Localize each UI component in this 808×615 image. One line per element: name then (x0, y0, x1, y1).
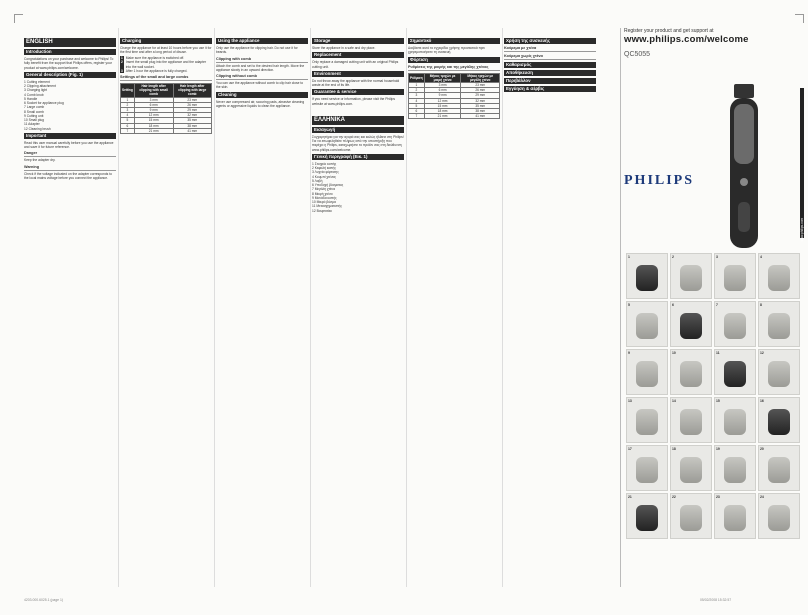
figure-number: 16 (760, 399, 764, 403)
table-header: Μήκος τριχών με μεγάλη χτένα (461, 73, 500, 82)
greek-important-text: Διαβάστε αυτό το εγχειρίδιο χρήσης προσεκτικά πριν χρησιμοποιήσετε τη συσκευή. (408, 46, 486, 55)
figure-cell (670, 253, 712, 299)
table-cell: 4 (121, 113, 135, 118)
table-cell: 4 (409, 98, 425, 103)
figure-cell (758, 301, 800, 347)
environment-text: Do not throw away the appliance with the normal household waste at the end of its life. (312, 78, 400, 87)
table-cell: 2 (409, 88, 425, 93)
table-header: Hair length after clipping with small comb (134, 84, 173, 98)
greek-intro-heading: Εισαγωγή (312, 127, 404, 133)
table-cell: 3 (121, 108, 135, 113)
figure-illustration (768, 313, 790, 339)
part-item: 10 Μικρό βύσμα (312, 200, 336, 204)
brand-panel (624, 28, 804, 598)
part-item: 9 Μονάδα κοπής (312, 195, 337, 200)
storage-text: Store the appliance in a safe and dry place. (312, 46, 376, 50)
greek-environment-heading: Περιβάλλον (504, 78, 596, 84)
part-item: 4 Κουμπί χτένας (312, 174, 337, 179)
table-cell: 41 mm (461, 114, 500, 119)
greek-important-heading: Σημαντικό (408, 38, 500, 44)
guarantee-heading: Guarantee & service (312, 89, 404, 95)
figure-number: 18 (672, 447, 676, 451)
divider (502, 28, 503, 587)
replacement-heading: Replacement (312, 52, 404, 58)
table-cell: 6 mm (424, 88, 461, 93)
greek-general-heading: Γενική περιγραφή (Εικ. 1) (312, 154, 404, 160)
part-item: 3 Λυχνία φόρτισης (312, 170, 339, 175)
figure-cell (626, 349, 668, 395)
figure-illustration (724, 313, 746, 339)
step-item: 3 After 1 hour the appliance is fully charged. (121, 68, 188, 73)
figure-number: 21 (628, 495, 632, 499)
figure-cell (670, 445, 712, 491)
table-cell: 29 mm (173, 108, 211, 113)
figure-cell (758, 397, 800, 443)
table-cell: 3 mm (134, 97, 173, 102)
figure-number: 24 (760, 495, 764, 499)
without-comb-text: You can use the appliance without comb to clip hair close to the skin. (216, 81, 304, 90)
table-cell: 1 (409, 82, 425, 87)
part-item: 3 Charging light (24, 88, 48, 93)
part-item: 6 Socket for appliance plug (24, 101, 64, 105)
figure-cell (758, 253, 800, 299)
figure-cell (626, 301, 668, 347)
clip-heading: Clipping with comb (216, 57, 308, 63)
figure-number: 1 (628, 255, 630, 259)
language-heading-english: ENGLISH (24, 38, 116, 47)
storage-heading: Storage (312, 38, 404, 44)
figure-illustration (724, 409, 746, 435)
part-item: 12 Cleaning brush (24, 126, 51, 131)
figure-illustration (724, 361, 746, 387)
figure-illustration (680, 457, 702, 483)
figure-illustration (768, 457, 790, 483)
cleaning-heading: Cleaning (216, 92, 308, 98)
figure-illustration (636, 265, 658, 291)
table-cell: 35 mm (461, 103, 500, 108)
part-item: 1 Στοιχείο κοπής (312, 161, 337, 166)
figure-number: 9 (628, 351, 630, 355)
usage-heading: Using the appliance (216, 38, 308, 44)
figure-number: 12 (760, 351, 764, 355)
table-cell: 26 mm (461, 88, 500, 93)
figure-cell (714, 445, 756, 491)
table-cell: 15 mm (424, 103, 461, 108)
table-cell: 18 mm (424, 108, 461, 113)
figure-illustration (680, 313, 702, 339)
general-description-heading: General description (Fig. 1) (24, 72, 116, 78)
environment-heading: Environment (312, 71, 404, 77)
figure-cell (714, 349, 756, 395)
model-number: QC5055 (624, 51, 651, 58)
print-footer-right: 05/02/2008 15:32:57 (700, 598, 732, 602)
crop-mark (14, 14, 23, 23)
greek-settings-table (408, 73, 500, 120)
table-cell: 12 mm (134, 113, 173, 118)
without-comb-heading: Clipping without comb (216, 74, 308, 80)
figure-illustration (680, 265, 702, 291)
usage-text: Only use the appliance for clipping hair. Do not use it for beards. (216, 46, 298, 55)
settings-table-heading: Settings of the small and large combs (120, 75, 212, 81)
table-header: Μήκος τριχών με μικρή χτένα (424, 73, 461, 82)
column-english-2 (120, 36, 212, 136)
intro-heading: Introduction (24, 49, 116, 55)
figure-number: 15 (716, 399, 720, 403)
figure-number: 5 (628, 303, 630, 307)
figure-illustration (724, 457, 746, 483)
replacement-text: Only replace a damaged cutting unit with an original Philips cutting unit. (312, 60, 399, 69)
danger-text: Keep the adapter dry. (24, 158, 56, 163)
table-cell: 7 (121, 128, 135, 133)
clip-text: Attach the comb and set to the desired hair length. Move the appliance slowly in an upward direction. (216, 63, 305, 72)
part-item: 7 Large comb (24, 105, 45, 110)
table-cell: 21 mm (424, 114, 461, 119)
table-cell: 9 mm (424, 93, 461, 98)
step-item: 2 Insert the small plug into the appliance and the adapter into the wall socket. (121, 60, 207, 69)
part-item: 5 Handle (24, 96, 38, 101)
figure-illustration (680, 361, 702, 387)
charging-heading: Charging (120, 38, 212, 44)
figure-illustration (636, 457, 658, 483)
part-item: 12 Βουρτσάκι (312, 208, 332, 213)
danger-heading: Danger (24, 151, 116, 157)
table-row (409, 114, 500, 119)
figure-illustration (636, 505, 658, 531)
divider (118, 28, 119, 587)
figure-number: 10 (672, 351, 676, 355)
table-cell: 6 mm (134, 102, 173, 107)
table-cell: 38 mm (173, 123, 211, 128)
figure-number: 20 (760, 447, 764, 451)
part-item: 11 Adapter (24, 122, 40, 127)
side-strip (800, 88, 804, 238)
part-item: 9 Cutting unit (24, 113, 44, 118)
figure-cell (758, 445, 800, 491)
table-cell: 9 mm (134, 108, 173, 113)
divider (310, 28, 311, 587)
column-greek-2 (504, 36, 596, 94)
figure-cell (714, 253, 756, 299)
figure-cell (714, 397, 756, 443)
figure-illustration (768, 361, 790, 387)
fold-line (620, 28, 621, 587)
parts-list (24, 80, 116, 131)
figure-cell (670, 349, 712, 395)
figure-illustration (680, 409, 702, 435)
figure-cell (626, 445, 668, 491)
greek-guarantee-heading: Εγγύηση & σέρβις (504, 86, 596, 92)
part-item: 4 Comb knob (24, 92, 44, 97)
figure-illustration (768, 265, 790, 291)
greek-intro-text: Συγχαρητήρια για την αγορά σας και καλώς ήλθατε στη Philips! Για να επωφεληθείτε πλήρως από την υποστήριξη που παρέχει η Philips, καταχωρήστε το προϊόν σας στη διεύθυνση www.philips.com/welcome. (312, 134, 404, 152)
greek-table-heading: Ρυθμίσεις της μικρής και της μεγάλης χτένας (408, 65, 500, 71)
figure-number: 4 (760, 255, 762, 259)
part-item: 1 Cutting element (24, 79, 50, 84)
greek-clip-heading: Κούρεμα με χτένα (504, 46, 596, 52)
table-cell: 38 mm (461, 108, 500, 113)
figure-cell (626, 253, 668, 299)
column-english-4 (312, 36, 404, 213)
warning-text: Check if the voltage indicated on the adapter corresponds to the local mains voltage before you connect the appliance. (24, 171, 112, 180)
charging-intro: Charge the appliance for at least 10 hours before you use it for the first time and after a long period of disuse. (120, 46, 212, 55)
table-header: Setting (121, 84, 135, 98)
table-cell: 15 mm (134, 118, 173, 123)
figure-number: 2 (672, 255, 674, 259)
table-cell: 1 (121, 97, 135, 102)
column-greek-1 (408, 36, 500, 121)
table-cell: 5 (121, 118, 135, 123)
table-row (121, 128, 212, 133)
table-cell: 35 mm (173, 118, 211, 123)
column-english-3 (216, 36, 308, 110)
warning-heading: Warning (24, 165, 116, 171)
table-cell: 7 (409, 114, 425, 119)
divider (214, 28, 215, 587)
table-cell: 2 (121, 102, 135, 107)
side-strip-url: www.philips.com (800, 218, 804, 242)
figure-number: 17 (628, 447, 632, 451)
important-text: Read this user manual carefully before you use the appliance and save it for future reference. (24, 140, 114, 149)
language-heading-greek: ΕΛΛΗΝΙΚΑ (312, 116, 404, 125)
greek-storage-heading: Αποθήκευση (504, 70, 596, 76)
cleaning-text: Never use compressed air, scouring pads, abrasive cleaning agents or aggressive liquids to clean the appliance. (216, 99, 305, 108)
figure-illustration (768, 409, 790, 435)
part-item: 10 Small plug (24, 118, 44, 122)
step-item: 1 Make sure the appliance is switched off. (121, 56, 185, 60)
welcome-url[interactable]: www.philips.com/welcome (624, 34, 749, 45)
figure-number: 13 (628, 399, 632, 403)
part-item: 2 Κεφαλή κοπής (312, 166, 336, 170)
figure-illustration (636, 313, 658, 339)
figure-number: 22 (672, 495, 676, 499)
figure-number: 23 (716, 495, 720, 499)
part-item: 7 Μεγάλη χτένα (312, 187, 335, 192)
table-header: Hair length after clipping with large comb (173, 84, 211, 98)
figure-cell (670, 301, 712, 347)
figure-cell (626, 493, 668, 539)
crop-mark (795, 14, 804, 23)
figure-cell (758, 349, 800, 395)
figure-cell (670, 397, 712, 443)
table-cell: 32 mm (461, 98, 500, 103)
print-footer-left: 4203.000.6025.1 (page 1) (24, 598, 64, 602)
guarantee-text: If you need service or information, please visit the Philips website at www.philips.com. (312, 97, 396, 106)
figure-number: 8 (760, 303, 762, 307)
philips-logo: PHILIPS (624, 173, 695, 188)
important-heading: Important (24, 133, 116, 139)
table-cell: 41 mm (173, 128, 211, 133)
figure-illustration (724, 505, 746, 531)
table-cell: 21 mm (134, 128, 173, 133)
figure-number: 6 (672, 303, 674, 307)
intro-text: Congratulations on your purchase and welcome to Philips! To fully benefit from the support that Philips offers, register your product at www.philips.com/welcome. (24, 57, 114, 70)
figure-number: 11 (716, 351, 720, 355)
part-item: 11 Μετασχηματιστής (312, 204, 342, 209)
table-cell: 23 mm (173, 97, 211, 102)
table-cell: 12 mm (424, 98, 461, 103)
table-cell: 3 (409, 93, 425, 98)
figure-illustration (680, 505, 702, 531)
greek-use-heading: Χρήση της συσκευής (504, 38, 596, 44)
figure-illustration (636, 409, 658, 435)
table-cell: 3 mm (424, 82, 461, 87)
settings-table (120, 83, 212, 134)
figure-cell (714, 301, 756, 347)
greek-without-heading: Κούρεμα χωρίς χτένα (504, 54, 596, 60)
figure-number: 7 (716, 303, 718, 307)
greek-clean-heading: Καθαρισμός (504, 62, 596, 68)
trimmer-illustration (722, 82, 766, 252)
table-cell: 6 (121, 123, 135, 128)
part-item: 8 Μικρή χτένα (312, 191, 333, 196)
divider (406, 28, 407, 587)
part-item: 5 Λαβή (312, 178, 323, 183)
register-text: Register your product and get support at (624, 28, 714, 34)
table-cell: 6 (409, 108, 425, 113)
table-cell: 18 mm (134, 123, 173, 128)
figure-cell (670, 493, 712, 539)
figure-number: 19 (716, 447, 720, 451)
column-english-1 (24, 36, 116, 182)
figure-cell (714, 493, 756, 539)
part-item: 2 Clipping attachment (24, 84, 56, 88)
figure-illustration (636, 361, 658, 387)
table-cell: 32 mm (173, 113, 211, 118)
table-cell: 5 (409, 103, 425, 108)
greek-charging-heading: Φόρτιση (408, 57, 500, 63)
part-item: 8 Small comb (24, 109, 44, 114)
greek-parts-list (312, 162, 404, 213)
figure-number: 14 (672, 399, 676, 403)
figure-number: 3 (716, 255, 718, 259)
part-item: 6 Υποδοχή βύσματος (312, 183, 344, 187)
table-cell: 29 mm (461, 93, 500, 98)
figure-illustration (724, 265, 746, 291)
figure-cell (626, 397, 668, 443)
figure-cell (758, 493, 800, 539)
table-cell: 26 mm (173, 102, 211, 107)
figure-illustration (768, 505, 790, 531)
table-header: Ρύθμιση (409, 73, 425, 82)
table-cell: 23 mm (461, 82, 500, 87)
figure-grid (626, 253, 802, 539)
